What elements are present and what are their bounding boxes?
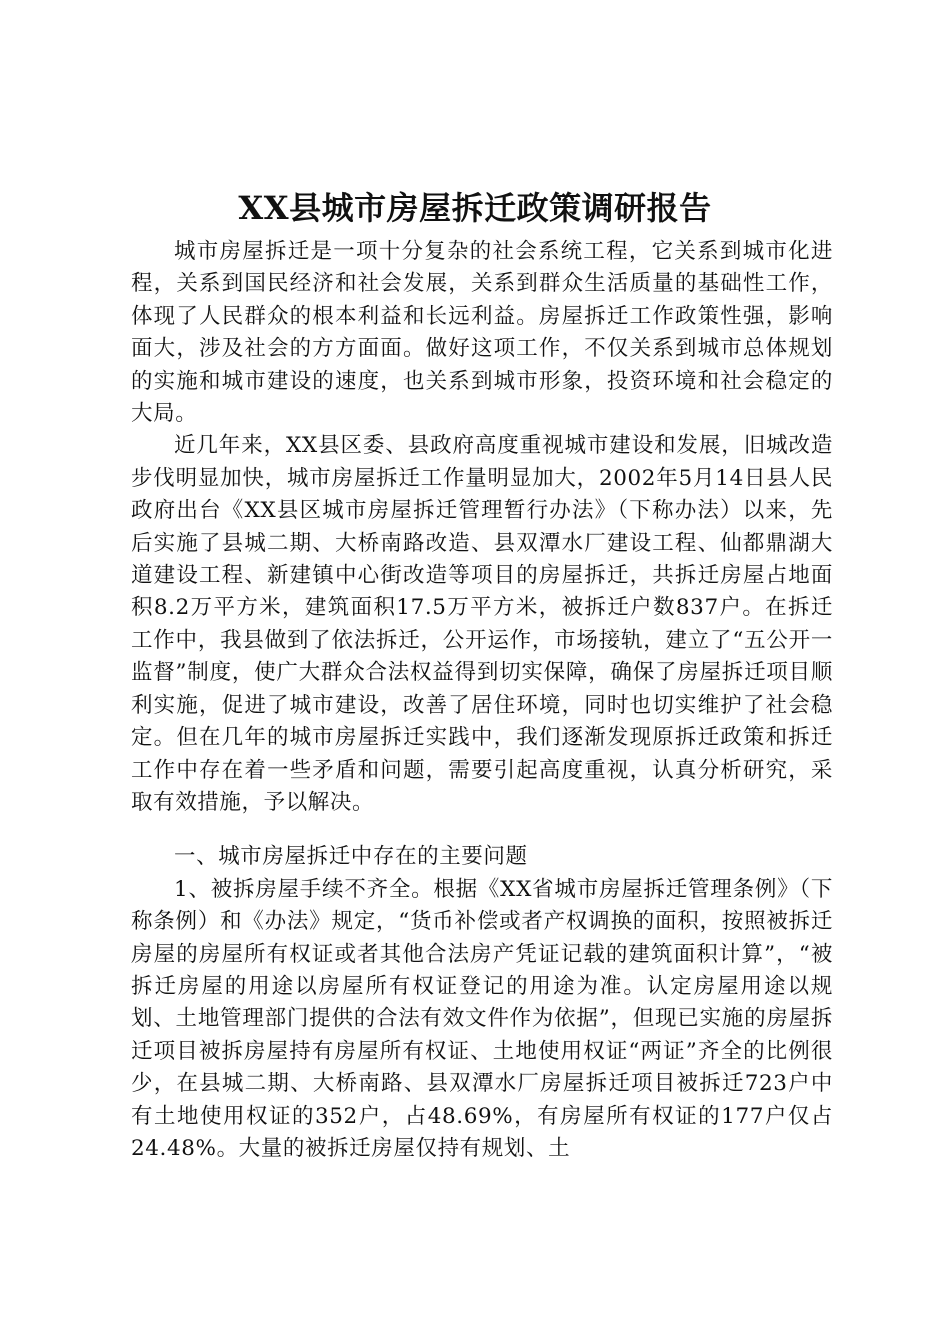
section-paragraph: 1、被拆房屋手续不齐全。根据《XX省城市房屋拆迁管理条例》（下称条例）和《办法》规定，“货币补偿或者产权调换的面积，按照被拆迁房屋的房屋所有权证或者其他合法房产凭证记载的建筑面积计算”，“被拆迁房屋的用途以房屋所有权证登记的用途为准。认定房屋用途以规划、土地管理部门提供的合法有效文件作为依据”，但现已实施的房屋拆迁项目被拆房屋持有房屋所有权证、土地使用权证“两证”齐全的比例很少，在县城二期、大桥南路、县双潭水厂房屋拆迁项目被拆迁723户中有土地使用权证的352户，占48.69%，有房屋所有权证的177户仅占24.48%。大量的被拆迁房屋仅持有规划、土 xyxy=(131,876,833,1161)
intro-paragraph: 城市房屋拆迁是一项十分复杂的社会系统工程，它关系到城市化进程，关系到国民经济和社会发展，关系到群众生活质量的基础性工作，体现了人民群众的根本利益和长远利益。房屋拆迁工作政策性强，影响面大，涉及社会的方方面面。做好这项工作，不仅关系到城市总体规划的实施和城市建设的速度，也关系到城市形象，投资环境和社会稳定的大局。 xyxy=(131,239,833,427)
background-paragraph: 近几年来，XX县区委、县政府高度重视城市建设和发展，旧城改造步伐明显加快，城市房屋拆迁工作量明显加大，2002年5月14日县人民政府出台《XX县区城市房屋拆迁管理暂行办法》（下称办法）以来，先后实施了县城二期、大桥南路改造、县双潭水厂建设工程、仙都鼎湖大道建设工程、新建镇中心街改造等项目的房屋拆迁，共拆迁房屋占地面积8.2万平方米，建筑面积17.5万平方米，被拆迁户数837户。在拆迁工作中，我县做到了依法拆迁，公开运作，市场接轨，建立了“五公开一监督”制度，使广大群众合法权益得到切实保障，确保了房屋拆迁项目顺利实施，促进了城市建设，改善了居住环境，同时也切实维护了社会稳定。但在几年的城市房屋拆迁实践中，我们逐渐发现原拆迁政策和拆迁工作中存在着一些矛盾和问题，需要引起高度重视，认真分析研究，采取有效措施，予以解决。 xyxy=(131,433,833,815)
section-heading: 一、城市房屋拆迁中存在的主要问题 xyxy=(174,844,528,870)
document-title: XX县城市房屋拆迁政策调研报告 xyxy=(238,189,712,227)
document-body xyxy=(131,236,833,1165)
